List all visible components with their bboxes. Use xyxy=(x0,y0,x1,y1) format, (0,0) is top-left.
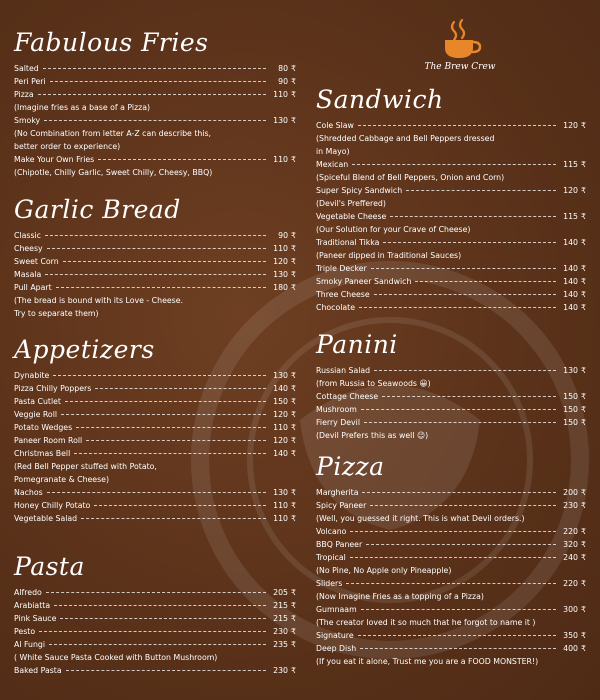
currency-symbol: ₹ xyxy=(581,264,586,273)
item-price: 130 xyxy=(273,488,289,497)
dotted-leader xyxy=(359,307,556,308)
currency-symbol: ₹ xyxy=(581,501,586,510)
item-price: 200 xyxy=(563,488,579,497)
menu-item-smoky xyxy=(14,114,296,127)
currency-symbol: ₹ xyxy=(291,231,296,240)
menu-item-salted xyxy=(14,62,296,75)
currency-symbol: ₹ xyxy=(581,540,586,549)
dotted-leader xyxy=(44,120,266,121)
menu-item-cottage-cheese xyxy=(316,390,586,403)
item-description: ( White Sauce Pasta Cooked with Button Mushroom) xyxy=(14,653,218,662)
item-price: 120 xyxy=(273,436,289,445)
currency-symbol: ₹ xyxy=(581,303,586,312)
menu-item-sliders xyxy=(316,577,586,590)
dotted-leader xyxy=(406,190,556,191)
dotted-leader xyxy=(65,401,266,402)
item-name: Veggie Roll xyxy=(14,410,58,419)
currency-symbol: ₹ xyxy=(581,418,586,427)
menu-item-nachos xyxy=(14,486,296,499)
item-description: (from Russia to Seawoods 😀) xyxy=(316,379,431,388)
item-price: 130 xyxy=(563,366,579,375)
dotted-leader xyxy=(61,414,266,415)
item-price: 110 xyxy=(273,514,289,523)
currency-symbol: ₹ xyxy=(291,588,296,597)
currency-symbol: ₹ xyxy=(291,257,296,266)
currency-symbol: ₹ xyxy=(581,160,586,169)
dotted-leader xyxy=(358,125,556,126)
menu-item-christmas-bell xyxy=(14,447,296,460)
dotted-leader xyxy=(47,248,266,249)
item-description: (Shredded Cabbage and Bell Peppers dressed xyxy=(316,134,495,143)
section-appetizers xyxy=(14,335,296,525)
item-price: 235 xyxy=(273,640,289,649)
item-name: Honey Chilly Potato xyxy=(14,501,91,510)
item-price: 120 xyxy=(273,410,289,419)
dotted-leader xyxy=(56,287,266,288)
dotted-leader xyxy=(364,422,556,423)
dotted-leader xyxy=(361,409,556,410)
dotted-leader xyxy=(49,644,266,645)
item-description: Try to separate them) xyxy=(14,309,99,318)
item-price: 230 xyxy=(273,666,289,675)
item-name: Peri Peri xyxy=(14,77,46,86)
item-price: 140 xyxy=(563,277,579,286)
item-price: 110 xyxy=(273,501,289,510)
item-price: 90 xyxy=(278,77,289,86)
item-name: Gumnaam xyxy=(316,605,357,614)
dotted-leader xyxy=(86,440,266,441)
item-name: Pull Apart xyxy=(14,283,52,292)
coffee-cup-icon xyxy=(438,18,482,62)
menu-item-pasta-cutlet xyxy=(14,395,296,408)
item-name: Make Your Own Fries xyxy=(14,155,95,164)
section-fabulous-fries xyxy=(14,28,296,179)
item-price: 130 xyxy=(273,371,289,380)
currency-symbol: ₹ xyxy=(581,366,586,375)
section-garlic-bread xyxy=(14,195,296,320)
currency-symbol: ₹ xyxy=(291,601,296,610)
item-price: 110 xyxy=(273,423,289,432)
item-name: Deep Dish xyxy=(316,644,357,653)
dotted-leader xyxy=(81,518,266,519)
currency-symbol: ₹ xyxy=(581,644,586,653)
section-title: Appetizers xyxy=(14,335,155,364)
currency-symbol: ₹ xyxy=(581,553,586,562)
item-description: (Devil Prefers this as well 😉) xyxy=(316,431,429,440)
brand-name: The Brew Crew xyxy=(424,62,496,72)
menu-item-vegetable-salad xyxy=(14,512,296,525)
menu-item-deep-dish xyxy=(316,642,586,655)
item-price: 180 xyxy=(273,283,289,292)
dotted-leader xyxy=(45,274,266,275)
menu-item-cheesy xyxy=(14,242,296,255)
dotted-leader xyxy=(352,164,556,165)
item-name: Margherita xyxy=(316,488,359,497)
dotted-leader xyxy=(390,216,556,217)
menu-item-classic xyxy=(14,229,296,242)
currency-symbol: ₹ xyxy=(291,384,296,393)
menu-item-vegetable-cheese xyxy=(316,210,586,223)
section-title: Garlic Bread xyxy=(14,195,181,224)
dotted-leader xyxy=(350,531,556,532)
menu-item-three-cheese xyxy=(316,288,586,301)
currency-symbol: ₹ xyxy=(291,666,296,675)
item-price: 150 xyxy=(563,405,579,414)
item-name: Potato Wedges xyxy=(14,423,73,432)
menu-item-masala xyxy=(14,268,296,281)
currency-symbol: ₹ xyxy=(581,121,586,130)
menu-item-pink-sauce xyxy=(14,612,296,625)
menu-item-chocolate xyxy=(316,301,586,314)
section-title: Pasta xyxy=(14,552,85,581)
dotted-leader xyxy=(38,94,266,95)
currency-symbol: ₹ xyxy=(291,514,296,523)
dotted-leader xyxy=(66,670,266,671)
item-price: 140 xyxy=(273,384,289,393)
dotted-leader xyxy=(383,242,556,243)
dotted-leader xyxy=(382,396,556,397)
item-name: Masala xyxy=(14,270,42,279)
dotted-leader xyxy=(346,583,556,584)
item-price: 400 xyxy=(563,644,579,653)
currency-symbol: ₹ xyxy=(581,392,586,401)
item-name: Pesto xyxy=(14,627,36,636)
item-price: 140 xyxy=(563,303,579,312)
item-name: Salted xyxy=(14,64,39,73)
item-name: Nachos xyxy=(14,488,43,497)
dotted-leader xyxy=(415,281,556,282)
item-name: Vegetable Salad xyxy=(14,514,78,523)
section-panini xyxy=(316,330,586,442)
menu-item-cole-slaw xyxy=(316,119,586,132)
item-price: 230 xyxy=(563,501,579,510)
item-price: 110 xyxy=(273,155,289,164)
item-price: 90 xyxy=(278,231,289,240)
menu-item-make-your-own-fries xyxy=(14,153,296,166)
menu-item-margherita xyxy=(316,486,586,499)
dotted-leader xyxy=(350,557,556,558)
item-price: 150 xyxy=(273,397,289,406)
menu-item-honey-chilly-potato xyxy=(14,499,296,512)
item-price: 120 xyxy=(563,186,579,195)
menu-item-sweet-corn xyxy=(14,255,296,268)
item-name: Signature xyxy=(316,631,354,640)
item-description: (Spiceful Blend of Bell Peppers, Onion and Corn) xyxy=(316,173,505,182)
section-sandwich xyxy=(316,85,586,314)
item-price: 140 xyxy=(563,238,579,247)
item-name: Al Fungi xyxy=(14,640,46,649)
item-name: Chocolate xyxy=(316,303,356,312)
currency-symbol: ₹ xyxy=(581,290,586,299)
menu-item-mexican xyxy=(316,158,586,171)
currency-symbol: ₹ xyxy=(291,627,296,636)
menu-item-pesto xyxy=(14,625,296,638)
item-price: 215 xyxy=(273,601,289,610)
item-name: Fierry Devil xyxy=(316,418,360,427)
item-price: 205 xyxy=(273,588,289,597)
item-name: Tropical xyxy=(316,553,346,562)
menu-item-paneer-room-roll xyxy=(14,434,296,447)
item-name: Baked Pasta xyxy=(14,666,62,675)
dotted-leader xyxy=(47,492,266,493)
dotted-leader xyxy=(63,261,266,262)
item-name: Sliders xyxy=(316,579,343,588)
currency-symbol: ₹ xyxy=(291,155,296,164)
menu-item-baked-pasta xyxy=(14,664,296,677)
item-name: Cheesy xyxy=(14,244,43,253)
item-price: 80 xyxy=(278,64,289,73)
item-price: 115 xyxy=(563,160,579,169)
item-price: 320 xyxy=(563,540,579,549)
menu-item-mushroom xyxy=(316,403,586,416)
brand-logo xyxy=(418,18,502,80)
item-price: 230 xyxy=(273,627,289,636)
item-name: Traditional Tikka xyxy=(316,238,380,247)
item-name: Cottage Cheese xyxy=(316,392,379,401)
item-price: 350 xyxy=(563,631,579,640)
dotted-leader xyxy=(45,235,266,236)
item-name: BBQ Paneer xyxy=(316,540,363,549)
item-price: 130 xyxy=(273,270,289,279)
dotted-leader xyxy=(371,268,556,269)
menu-item-triple-decker xyxy=(316,262,586,275)
dotted-leader xyxy=(74,453,266,454)
currency-symbol: ₹ xyxy=(581,405,586,414)
item-description: (If you eat it alone, Trust me you are a FOOD MONSTER!) xyxy=(316,657,539,666)
item-price: 300 xyxy=(563,605,579,614)
menu-item-traditional-tikka xyxy=(316,236,586,249)
currency-symbol: ₹ xyxy=(291,488,296,497)
dotted-leader xyxy=(360,648,556,649)
item-name: Smoky Paneer Sandwich xyxy=(316,277,412,286)
item-description: (The bread is bound with its Love - Cheese. xyxy=(14,296,184,305)
item-price: 140 xyxy=(563,290,579,299)
item-name: Mexican xyxy=(316,160,349,169)
item-name: Vegetable Cheese xyxy=(316,212,387,221)
dotted-leader xyxy=(374,370,556,371)
currency-symbol: ₹ xyxy=(581,631,586,640)
dotted-leader xyxy=(60,618,266,619)
dotted-leader xyxy=(76,427,266,428)
item-price: 240 xyxy=(563,553,579,562)
currency-symbol: ₹ xyxy=(291,371,296,380)
item-name: Classic xyxy=(14,231,41,240)
currency-symbol: ₹ xyxy=(581,277,586,286)
currency-symbol: ₹ xyxy=(291,270,296,279)
section-pasta xyxy=(14,552,296,677)
dotted-leader xyxy=(46,592,266,593)
menu-item-fierry-devil xyxy=(316,416,586,429)
menu-item-tropical xyxy=(316,551,586,564)
currency-symbol: ₹ xyxy=(291,90,296,99)
section-title: Pizza xyxy=(316,452,385,481)
dotted-leader xyxy=(39,631,266,632)
currency-symbol: ₹ xyxy=(291,410,296,419)
dotted-leader xyxy=(361,609,556,610)
menu-item-signature xyxy=(316,629,586,642)
item-name: Alfredo xyxy=(14,588,42,597)
currency-symbol: ₹ xyxy=(291,283,296,292)
item-price: 215 xyxy=(273,614,289,623)
currency-symbol: ₹ xyxy=(291,77,296,86)
menu-item-russian-salad xyxy=(316,364,586,377)
item-price: 220 xyxy=(563,579,579,588)
item-description: (Paneer dipped in Traditional Sauces) xyxy=(316,251,462,260)
item-name: Triple Decker xyxy=(316,264,367,273)
menu-item-pizza-chilly-poppers xyxy=(14,382,296,395)
menu-item-potato-wedges xyxy=(14,421,296,434)
dotted-leader xyxy=(366,544,556,545)
menu-item-super-spicy-sandwich xyxy=(316,184,586,197)
item-price: 140 xyxy=(273,449,289,458)
item-name: Mushroom xyxy=(316,405,357,414)
currency-symbol: ₹ xyxy=(291,501,296,510)
item-description: (Imagine fries as a base of a Pizza) xyxy=(14,103,151,112)
currency-symbol: ₹ xyxy=(581,605,586,614)
currency-symbol: ₹ xyxy=(291,614,296,623)
item-description: in Mayo) xyxy=(316,147,350,156)
item-price: 120 xyxy=(273,257,289,266)
item-description: better order to experience) xyxy=(14,142,121,151)
item-price: 130 xyxy=(273,116,289,125)
item-description: (Devil's Preffered) xyxy=(316,199,386,208)
menu-item-al-fungi xyxy=(14,638,296,651)
menu-item-smoky-paneer-sandwich xyxy=(316,275,586,288)
dotted-leader xyxy=(50,81,266,82)
currency-symbol: ₹ xyxy=(581,488,586,497)
item-name: Volcano xyxy=(316,527,347,536)
item-description: (Chipotle, Chilly Garlic, Sweet Chilly, Cheesy, BBQ) xyxy=(14,168,213,177)
item-description: (Our Solution for your Crave of Cheese) xyxy=(316,225,471,234)
item-name: Pizza xyxy=(14,90,34,99)
currency-symbol: ₹ xyxy=(581,527,586,536)
item-name: Three Cheese xyxy=(316,290,370,299)
currency-symbol: ₹ xyxy=(291,244,296,253)
menu-item-volcano xyxy=(316,525,586,538)
menu-item-pizza xyxy=(14,88,296,101)
item-name: Super Spicy Sandwich xyxy=(316,186,403,195)
menu-item-arabiatta xyxy=(14,599,296,612)
dotted-leader xyxy=(374,294,556,295)
menu-item-bbq-paneer xyxy=(316,538,586,551)
currency-symbol: ₹ xyxy=(581,186,586,195)
item-price: 115 xyxy=(563,212,579,221)
menu-item-spicy-paneer xyxy=(316,499,586,512)
item-name: Dynabite xyxy=(14,371,50,380)
item-price: 140 xyxy=(563,264,579,273)
section-title: Sandwich xyxy=(316,85,444,114)
currency-symbol: ₹ xyxy=(581,238,586,247)
currency-symbol: ₹ xyxy=(291,397,296,406)
item-description: (Now Imagine Fries as a topping of a Pizza) xyxy=(316,592,484,601)
item-price: 150 xyxy=(563,392,579,401)
section-title: Fabulous Fries xyxy=(14,28,209,57)
item-description: (Red Bell Pepper stuffed with Potato, xyxy=(14,462,157,471)
item-description: (No Pine, No Apple only Pineapple) xyxy=(316,566,452,575)
item-name: Pink Sauce xyxy=(14,614,57,623)
item-name: Paneer Room Roll xyxy=(14,436,83,445)
item-name: Arabiatta xyxy=(14,601,51,610)
dotted-leader xyxy=(53,375,266,376)
menu-item-veggie-roll xyxy=(14,408,296,421)
currency-symbol: ₹ xyxy=(581,212,586,221)
currency-symbol: ₹ xyxy=(581,579,586,588)
currency-symbol: ₹ xyxy=(291,423,296,432)
section-pizza xyxy=(316,452,586,668)
item-name: Cole Slaw xyxy=(316,121,354,130)
item-name: Sweet Corn xyxy=(14,257,59,266)
dotted-leader xyxy=(95,388,266,389)
menu-item-peri-peri xyxy=(14,75,296,88)
item-price: 150 xyxy=(563,418,579,427)
menu-item-alfredo xyxy=(14,586,296,599)
item-price: 110 xyxy=(273,244,289,253)
item-price: 220 xyxy=(563,527,579,536)
item-description: (No Combination from letter A-Z can describe this, xyxy=(14,129,212,138)
currency-symbol: ₹ xyxy=(291,116,296,125)
item-description: Pomegranate & Cheese) xyxy=(14,475,110,484)
currency-symbol: ₹ xyxy=(291,436,296,445)
menu-item-dynabite xyxy=(14,369,296,382)
currency-symbol: ₹ xyxy=(291,449,296,458)
item-name: Pizza Chilly Poppers xyxy=(14,384,92,393)
item-description: (Well, you guessed it right. This is what Devil orders.) xyxy=(316,514,525,523)
menu-item-gumnaam xyxy=(316,603,586,616)
dotted-leader xyxy=(358,635,556,636)
dotted-leader xyxy=(54,605,266,606)
item-name: Pasta Cutlet xyxy=(14,397,61,406)
item-description: (The creator loved it so much that he forgot to name it ) xyxy=(316,618,536,627)
item-name: Christmas Bell xyxy=(14,449,71,458)
dotted-leader xyxy=(370,505,556,506)
item-name: Spicy Paneer xyxy=(316,501,367,510)
dotted-leader xyxy=(94,505,266,506)
dotted-leader xyxy=(362,492,556,493)
item-price: 120 xyxy=(563,121,579,130)
menu-item-pull-apart xyxy=(14,281,296,294)
item-name: Russian Salad xyxy=(316,366,371,375)
currency-symbol: ₹ xyxy=(291,640,296,649)
dotted-leader xyxy=(43,68,266,69)
item-name: Smoky xyxy=(14,116,41,125)
dotted-leader xyxy=(98,159,266,160)
section-title: Panini xyxy=(316,330,398,359)
currency-symbol: ₹ xyxy=(291,64,296,73)
item-price: 110 xyxy=(273,90,289,99)
